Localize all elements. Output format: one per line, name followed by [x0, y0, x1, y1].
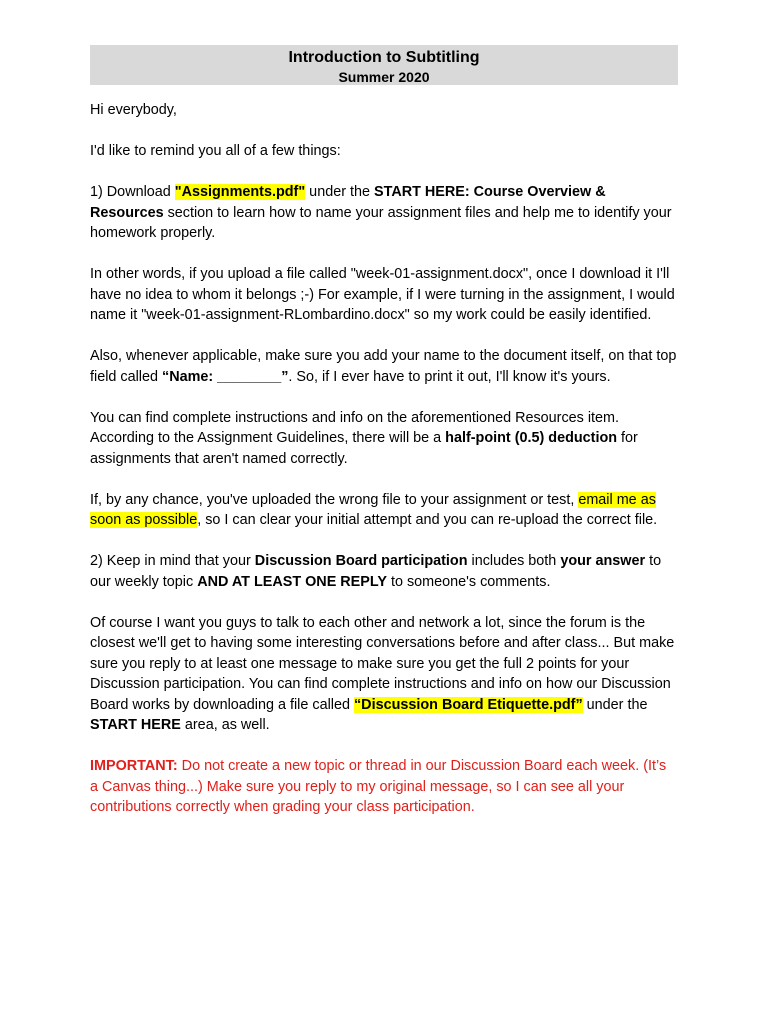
paragraph-wrong-file: [90, 490, 678, 531]
p7-text-c: under the: [582, 696, 648, 713]
paragraph-important: [90, 756, 678, 818]
important-text: Do not create a new topic or thread in our Discussion Board each week. (It’s a Canvas thing...) Make sure you reply to my original message, so I can see all your contributions correctly when grading your class participation.: [90, 758, 667, 815]
document-page: [90, 45, 678, 838]
p4-text-a: You can find complete instructions and info on the aforementioned Resources item. According to the Assignment Guidelines, there will be a: [90, 409, 620, 446]
p7-text-a: Of course I want you guys to talk to each other and network a lot, since the forum is the closest we'll get to having some interesting conversations before and after class... But make sure you reply to at least one message to make sure you get the full 2 points for your Discussion participation. You can find complete instructions and info on how our Discussion Board works by downloading a file called: [90, 614, 675, 713]
p3-text-a: Also, whenever applicable, make sure you add your name to the document itself, on that top field called: [90, 348, 677, 385]
paragraph-deduction: [90, 408, 678, 470]
p4-text-c: for assignments that aren't named correctly.: [90, 430, 638, 467]
at-least-one-reply-bold: AND AT LEAST ONE REPLY: [197, 573, 387, 590]
p6-text-e: to our weekly topic: [90, 553, 662, 590]
paragraph-download-assignments: [90, 182, 678, 244]
paragraph-forum: [90, 613, 678, 736]
p3-text-c: . So, if I ever have to print it out, I'll know it's yours.: [288, 368, 611, 385]
document-title: Introduction to Subtitling: [288, 49, 480, 66]
p5-text-a: If, by any chance, you've uploaded the wrong file to your assignment or test,: [90, 491, 579, 508]
intro-paragraph: I'd like to remind you all of a few things:: [90, 143, 341, 159]
email-me-highlight: email me as soon as possible: [90, 491, 656, 528]
assignments-pdf-highlight: "Assignments.pdf": [174, 184, 306, 200]
start-here-bold: START HERE: [90, 717, 181, 733]
etiquette-pdf-highlight: “Discussion Board Etiquette.pdf”: [353, 696, 583, 713]
p6-text-c: includes both: [467, 553, 561, 569]
p1-text-e: section to learn how to name your assignment files and help me to identify your homework properly.: [90, 204, 672, 241]
start-here-resources-bold: START HERE: Course Overview & Resources: [90, 184, 606, 221]
important-label: IMPORTANT:: [90, 758, 178, 774]
name-field-bold: “Name: ________”: [162, 368, 289, 385]
paragraph-name-field: [90, 346, 678, 387]
p1-text-c: under the: [305, 184, 374, 200]
deduction-bold: half-point (0.5) deduction: [445, 430, 618, 446]
p7-text-e: area, as well.: [180, 717, 270, 733]
paragraph-discussion-board: [90, 551, 678, 592]
paragraph-file-naming: In other words, if you upload a file called "week-01-assignment.docx", once I download it I'll have no idea to whom it belongs ;-) For example, if I were turning in the assignment, I would name it "week-01-assignment-RLombardino.docx" so my work could be easily identified.: [90, 266, 675, 323]
document-subtitle: Summer 2020: [338, 69, 430, 85]
your-answer-bold: your answer: [560, 553, 646, 569]
document-header: [90, 45, 678, 85]
discussion-participation-bold: Discussion Board participation: [254, 553, 468, 569]
p6-text-a: 2) Keep in mind that your: [90, 553, 255, 569]
document-body: [90, 100, 678, 818]
p1-text-a: 1) Download: [90, 184, 175, 200]
p6-text-g: to someone's comments.: [386, 573, 551, 590]
p5-text-c: , so I can clear your initial attempt and you can re-upload the correct file.: [197, 512, 658, 528]
greeting: Hi everybody,: [90, 102, 177, 118]
